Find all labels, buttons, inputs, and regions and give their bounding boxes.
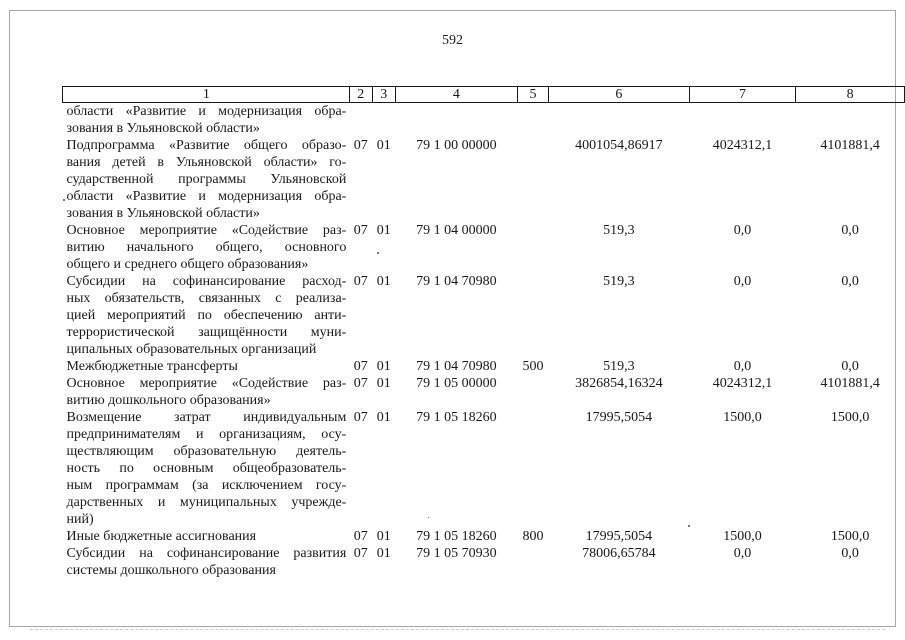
section-code: 07: [353, 376, 368, 391]
section-code: 07: [353, 274, 368, 289]
amount-col-7: 4024312,1: [712, 138, 773, 153]
subsection-code: 01: [376, 546, 391, 561]
description-line: сударственной программы Ульяновской: [66, 172, 347, 187]
subsection-code: 01: [376, 274, 391, 289]
description-line: Субсидии на софинансирование развития: [66, 546, 347, 561]
section-code: 07: [353, 223, 368, 238]
subsection-code: 01: [376, 529, 391, 544]
amount-col-8: 4101881,4: [820, 376, 880, 391]
amount-col-7: 0,0: [733, 546, 752, 561]
amount-col-6: 78006,65784: [582, 546, 656, 561]
row-description: [63, 528, 350, 545]
amount-col-8: [796, 103, 905, 138]
amount-col-8: 0,0: [841, 274, 859, 289]
row-description: [63, 137, 350, 222]
description-line: витию начального общего, основного: [66, 240, 347, 255]
target-article-code: 79 1 05 18260: [416, 529, 497, 544]
amount-col-8: 0,0: [841, 546, 859, 561]
section-code: [349, 103, 372, 138]
table-row: [63, 528, 905, 545]
description-line: витию дошкольного образования»: [66, 393, 271, 408]
description-line: цией мероприятий по обеспечению анти-: [66, 308, 347, 323]
description-line: Основное мероприятие «Содействие раз-: [66, 376, 347, 391]
row-description: [63, 222, 350, 273]
section-code: 07: [353, 138, 368, 153]
amount-col-7: 4024312,1: [712, 376, 773, 391]
column-header-4: 4: [395, 87, 517, 103]
expense-type-code: [518, 103, 549, 138]
column-header-7: 7: [689, 87, 796, 103]
description-line: Подпрограмма «Развитие общего образо-: [66, 138, 347, 153]
column-header-3: 3: [372, 87, 395, 103]
description-line: предпринимателям и организациям, осу-: [66, 427, 347, 442]
description-line: Основное мероприятие «Содействие раз-: [66, 223, 347, 238]
amount-col-7: 0,0: [733, 274, 752, 289]
description-line: вания детей в Ульяновской области» го-: [66, 155, 347, 170]
target-article-code: [395, 103, 517, 138]
description-line: области «Развитие и модернизация обра-: [66, 104, 347, 119]
subsection-code: 01: [376, 138, 391, 153]
description-line: ществляющим образовательную деятель-: [66, 444, 347, 459]
description-line: Межбюджетные трансферты: [66, 359, 238, 374]
description-line: ний): [66, 512, 94, 527]
subsection-code: 01: [376, 376, 391, 391]
column-header-1: 1: [63, 87, 350, 103]
scan-speck: [688, 525, 690, 527]
expense-type-code: [518, 222, 549, 273]
description-line: ным программам (за исключением госу-: [66, 478, 347, 493]
expense-type-code: [518, 273, 549, 358]
table-row: [63, 409, 905, 528]
amount-col-7: [689, 103, 796, 138]
amount-col-7: 1500,0: [723, 529, 762, 544]
description-line: террористической защищённости муни-: [66, 325, 347, 340]
amount-col-6: 3826854,16324: [575, 376, 663, 391]
scan-speck: [428, 517, 429, 518]
amount-col-8: 0,0: [841, 223, 859, 238]
amount-col-6: 519,3: [603, 359, 635, 374]
target-article-code: 79 1 05 70930: [416, 546, 497, 561]
scan-speck: [63, 199, 65, 201]
amount-col-6: 519,3: [603, 223, 635, 238]
subsection-code: 01: [376, 359, 391, 374]
column-header-8: 8: [796, 87, 905, 103]
target-article-code: 79 1 04 70980: [416, 274, 497, 289]
section-code: 07: [353, 546, 368, 561]
table-row: [63, 137, 905, 222]
amount-col-6: 17995,5054: [585, 529, 653, 544]
section-code: 07: [353, 529, 368, 544]
amount-col-7: 0,0: [733, 223, 752, 238]
row-description: [63, 273, 350, 358]
description-line: Иные бюджетные ассигнования: [66, 529, 257, 544]
column-header-6: 6: [549, 87, 690, 103]
target-article-code: 79 1 05 00000: [416, 376, 497, 391]
description-line: ных обязательств, связанных с реализа-: [66, 291, 347, 306]
amount-col-6: 519,3: [603, 274, 635, 289]
expense-type-code: [518, 545, 549, 579]
amount-col-6: 4001054,86917: [575, 138, 663, 153]
amount-col-8: 1500,0: [830, 410, 870, 425]
column-header-2: 2: [349, 87, 372, 103]
amount-col-8: 1500,0: [830, 529, 870, 544]
expense-type-code: [518, 409, 549, 528]
amount-col-6: [549, 103, 690, 138]
amount-col-7: 0,0: [733, 359, 752, 374]
table-row: [63, 103, 905, 138]
amount-col-8: 4101881,4: [820, 138, 880, 153]
description-line: области «Развитие и модернизация обра-: [66, 189, 347, 204]
expense-type-code: [518, 137, 549, 222]
table-header-row: [63, 87, 905, 103]
description-line: системы дошкольного образования: [66, 563, 276, 578]
target-article-code: 79 1 04 00000: [416, 223, 497, 238]
budget-table: [62, 86, 905, 579]
expense-type-code: 800: [522, 529, 544, 544]
table-row: [63, 358, 905, 375]
subsection-code: [372, 103, 395, 138]
description-line: Субсидии на софинансирование расход-: [66, 274, 347, 289]
table-row: [63, 375, 905, 409]
section-code: 07: [353, 410, 368, 425]
expense-type-code: 500: [522, 359, 544, 374]
description-line: дарственных и муниципальных учрежде-: [66, 495, 347, 510]
row-description: [63, 375, 350, 409]
table-row: [63, 545, 905, 579]
description-line: общего и среднего общего образования»: [66, 257, 309, 272]
page-number: 592: [442, 33, 463, 48]
target-article-code: 79 1 05 18260: [416, 410, 497, 425]
description-line: ципальных образовательных организаций: [66, 342, 317, 357]
description-line: зования в Ульяновской области»: [66, 206, 260, 221]
table-row: [63, 222, 905, 273]
row-description: [63, 103, 350, 138]
description-line: Возмещение затрат индивидуальным: [66, 410, 347, 425]
row-description: [63, 409, 350, 528]
subsection-code: 01: [376, 223, 391, 238]
amount-col-6: 17995,5054: [585, 410, 653, 425]
subsection-code: 01: [376, 410, 391, 425]
description-line: зования в Ульяновской области»: [66, 121, 260, 136]
scan-speck: [377, 252, 379, 254]
row-description: [63, 358, 350, 375]
bottom-rule: [30, 629, 885, 630]
description-line: ность по основным общеобразователь-: [66, 461, 347, 476]
table-row: [63, 273, 905, 358]
amount-col-8: 0,0: [841, 359, 859, 374]
target-article-code: 79 1 04 70980: [416, 359, 497, 374]
expense-type-code: [518, 375, 549, 409]
row-description: [63, 545, 350, 579]
amount-col-7: 1500,0: [723, 410, 762, 425]
target-article-code: 79 1 00 00000: [416, 138, 497, 153]
column-header-5: 5: [518, 87, 549, 103]
section-code: 07: [353, 359, 368, 374]
